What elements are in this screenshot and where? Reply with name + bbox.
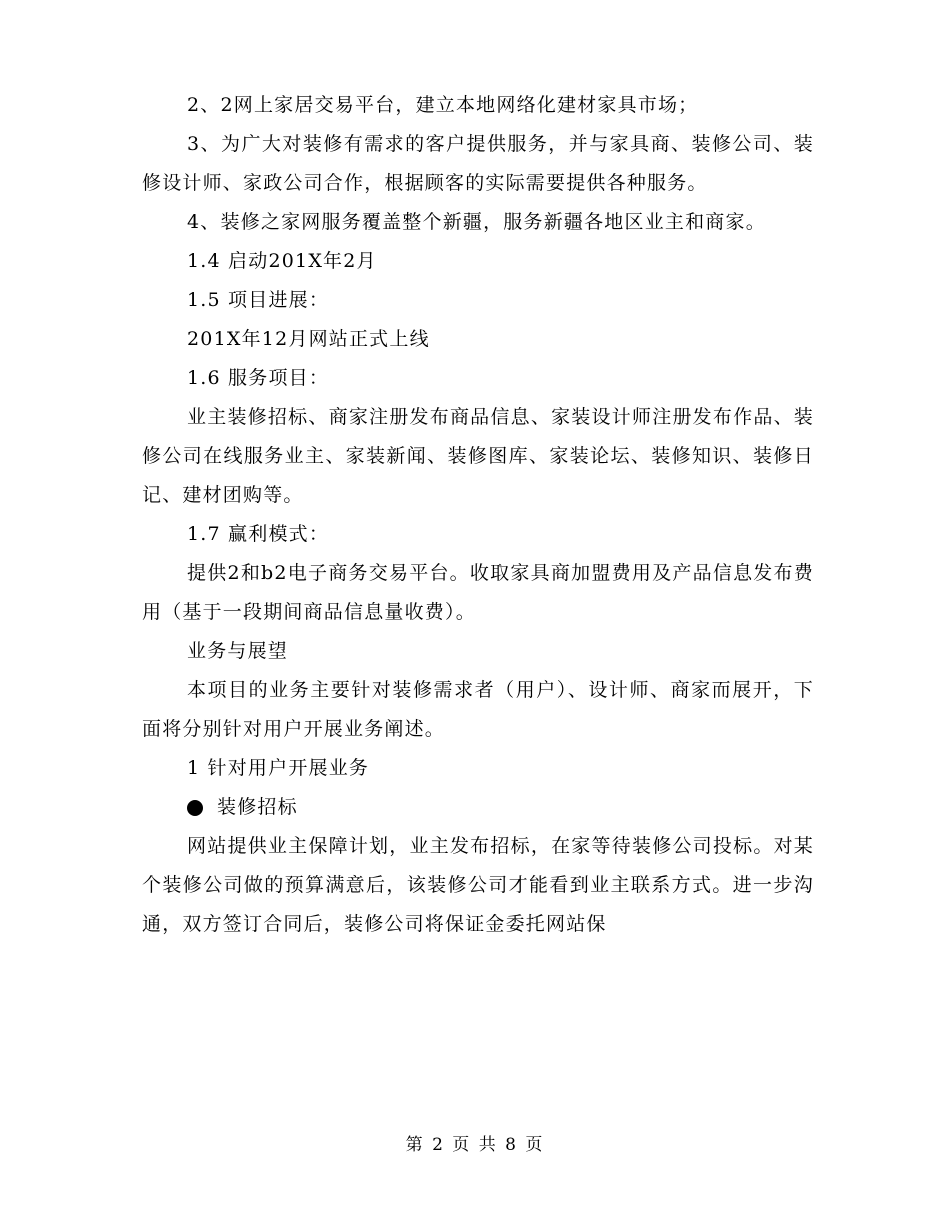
heading-profit-model: 1.7 赢利模式：: [187, 523, 330, 545]
paragraph-coverage: 4、装修之家网服务覆盖整个新疆，服务新疆各地区业主和商家。: [187, 211, 766, 233]
paragraph-bidding: 网站提供业主保障计划，业主发布招标，在家等待装修公司投标。对某个装修公司做的预算满意后，该装修公司才能看到业主联系方式。进一步沟通，双方签订合同后，装修公司将保证金委托网站保: [142, 835, 814, 935]
paragraph-profit-model: 提供2和b2电子商务交易平台。收取家具商加盟费用及产品信息发布费用（基于一段期间商品信息量收费）。: [142, 562, 814, 623]
paragraph-online-date: 201X年12月网站正式上线: [187, 328, 430, 350]
paragraph-service-items: 业主装修招标、商家注册发布商品信息、家装设计师注册发布作品、装修公司在线服务业主、家装新闻、装修图库、家装论坛、装修知识、装修日记、建材团购等。: [142, 406, 814, 506]
heading-service-items: 1.6 服务项目：: [187, 367, 330, 389]
heading-user-business: 1 针对用户开展业务: [187, 757, 370, 779]
paragraph-platform: 2、2网上家居交易平台，建立本地网络化建材家具市场；: [187, 94, 699, 116]
bullet-dot-icon: [187, 800, 203, 816]
bullet-item-label: 装修招标: [217, 796, 298, 818]
document-body: [142, 86, 814, 944]
paragraph-launch: 1.4 启动201X年2月: [187, 250, 377, 272]
paragraph-services: 3、为广大对装修有需求的客户提供服务，并与家具商、装修公司、装修设计师、家政公司合作，根据顾客的实际需要提供各种服务。: [142, 133, 814, 194]
page-footer: 第 2 页 共 8 页: [405, 1135, 545, 1155]
heading-progress: 1.5 项目进展：: [187, 289, 330, 311]
bullet-item: [142, 788, 814, 827]
paragraph-business-scope: 本项目的业务主要针对装修需求者（用户）、设计师、商家而展开，下面将分别针对用户开展业务阐述。: [142, 679, 814, 740]
heading-business-outlook: 业务与展望: [187, 640, 289, 662]
